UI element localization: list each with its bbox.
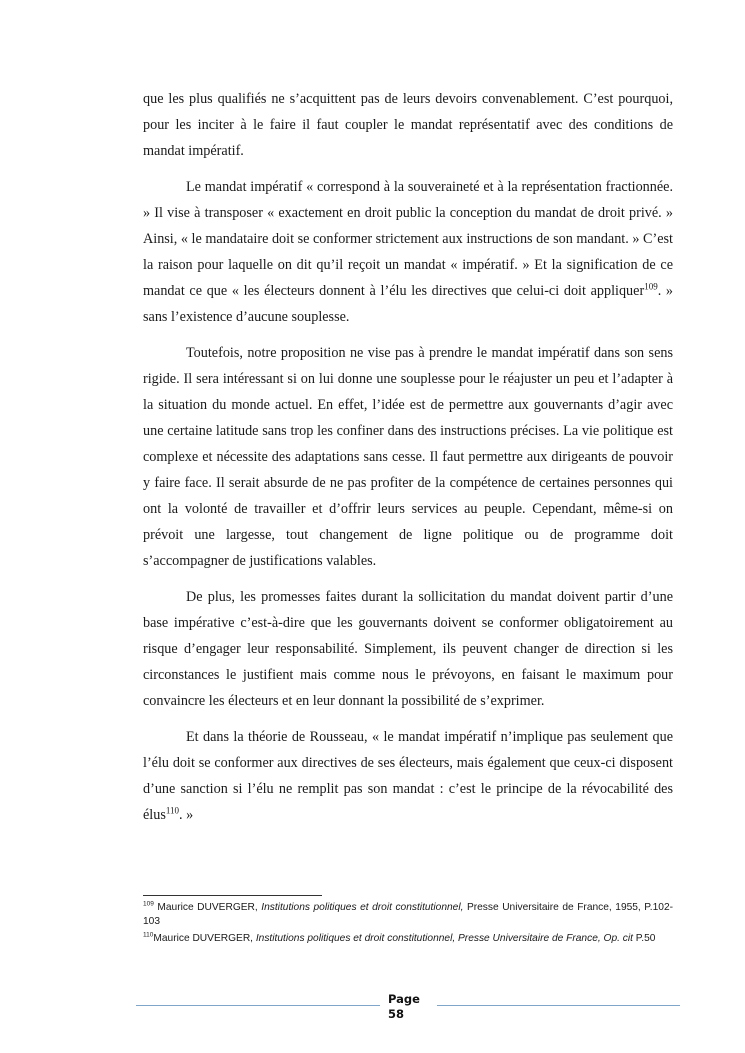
footnote-number: 110: [143, 931, 154, 939]
paragraph-5-tail: . »: [179, 807, 194, 823]
footnote-separator: [143, 895, 322, 896]
footnote-109: [143, 901, 673, 929]
footnote-number: 109: [143, 900, 154, 908]
footer-rule-right: [437, 1005, 680, 1006]
footnote-publisher: P.50: [632, 933, 656, 944]
paragraph-5-text: Et dans la théorie de Rousseau, « le mandat impératif n’implique pas seulement que l’élu doit se conformer aux directives de ses électeurs, mais également que ceux-ci disposent d’une sanction si l’élu ne remplit pas son mandat : c’est le principe de la révocabilité des élus: [143, 729, 673, 823]
paragraph-4: De plus, les promesses faites durant la sollicitation du mandat doivent partir d’une base impérative c’est-à-dire que les gouvernants doivent se conformer obligatoirement au risque d’engager leur responsabilité. Simplement, ils peuvent changer de direction si les circonstances le justifient mais comme nous le prévoyons, en faisant le maximum pour convaincre les électeurs et en leur donnant la possibilité de s’exprimer.: [143, 589, 673, 709]
footnote-publisher: Presse Universitaire de France, 1955, P.102-103: [143, 902, 673, 927]
paragraph-1: que les plus qualifiés ne s’acquittent pas de leurs devoirs convenablement. C’est pourquoi, pour les inciter à le faire il faut coupler le mandat représentatif avec des conditions de mandat impératif.: [143, 91, 673, 159]
footnote-ref-110[interactable]: 110: [165, 805, 180, 816]
footnotes: [143, 901, 673, 949]
footnote-ref-109[interactable]: 109: [644, 281, 658, 292]
paragraph-3: Toutefois, notre proposition ne vise pas à prendre le mandat impératif dans son sens rigide. Il sera intéressant si on lui donne une souplesse pour le réajuster un peu et l’adapter à la situation du monde actuel. En effet, l’idée est de permettre aux gouvernants d’agir avec une certaine latitude sans trop les confiner dans des instructions précises. La vie politique est complexe et nécessite des adaptations sans cesse. Il faut permettre aux dirigeants de pouvoir y faire face. Il serait absurde de ne pas profiter de la compétence de certaines personnes qui ont la volonté de travailler et d’offrir leurs services au peuple. Cependant, même-si on prévoit une largesse, tout changement de ligne politique ou de programme doit s’accompagner de justifications valables.: [143, 345, 673, 569]
footnote-author: Maurice DUVERGER,: [153, 902, 262, 913]
body-text: [143, 86, 673, 838]
footnote-title: Institutions politiques et droit constitutionnel, Presse Universitaire de France, Op. cit: [255, 933, 633, 944]
footnote-author: Maurice DUVERGER,: [153, 933, 256, 944]
footnote-title: Institutions politiques et droit constitutionnel,: [261, 902, 464, 913]
paragraph-2-text: Le mandat impératif « correspond à la souveraineté et à la représentation fractionnée. » Il vise à transposer « exactement en droit public la conception du mandat de droit privé. » Ainsi, « le mandataire doit se conformer strictement aux instructions de son mandant. » C’est la raison pour laquelle on dit qu’il reçoit un mandat « impératif. » Et la signification de ce mandat ce que « les électeurs donnent à l’élu les directives que celui-ci doit appliquer: [143, 179, 673, 299]
page-value: 58: [388, 1007, 405, 1021]
paragraph-2: [143, 174, 673, 330]
page-number: [388, 992, 433, 1022]
page-label: Page: [388, 992, 420, 1006]
paragraph-2-tail: . » sans l’existence d’aucune souplesse.: [143, 283, 674, 325]
footer-rule-left: [136, 1005, 380, 1006]
paragraph-5: [143, 724, 673, 828]
footnote-110: [143, 932, 673, 946]
